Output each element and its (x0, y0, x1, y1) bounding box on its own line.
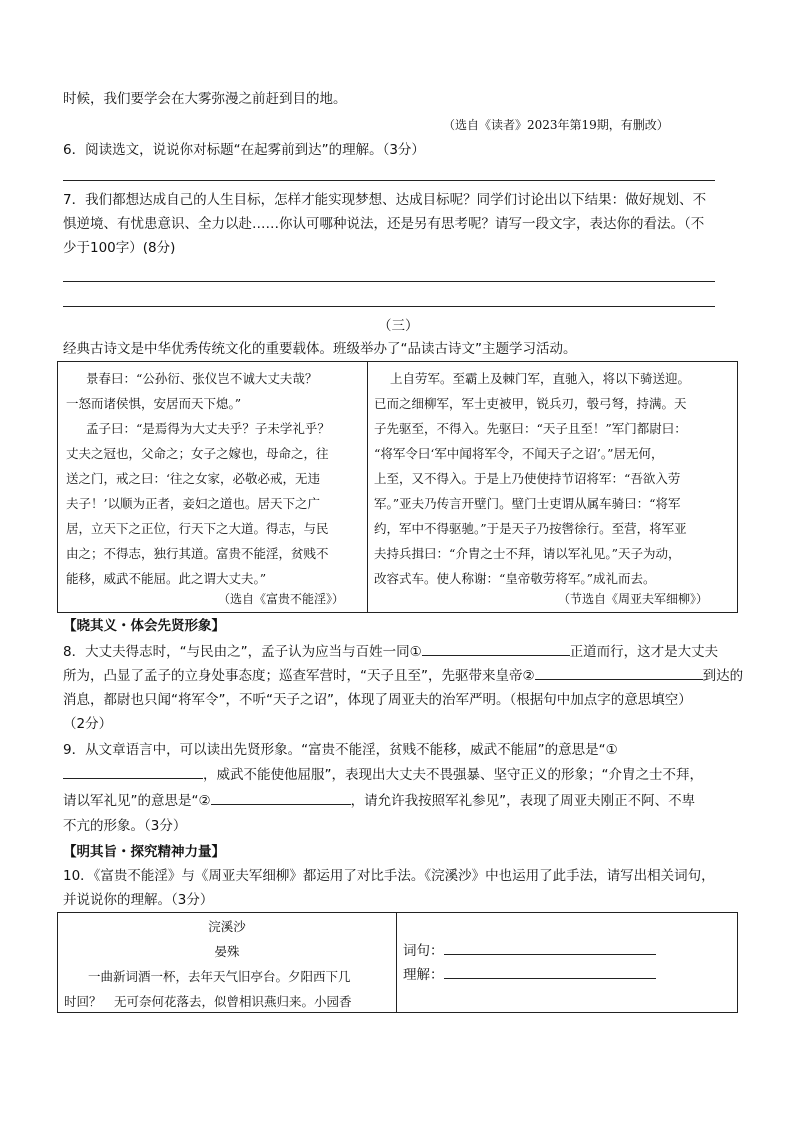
answer-phrase-label: 词句： (403, 943, 444, 959)
question-10-line1: 10．《富贵不能淫》与《周亚夫军细柳》都运用了对比手法。《浣溪沙》中也运用了此手法，请写出相关词句， (63, 868, 715, 884)
section-intro: 经典古诗文是中华优秀传统文化的重要载体。班级举办了“品读古诗文”主题学习活动。 (63, 341, 577, 357)
text-a (66, 366, 330, 591)
answer-line-q7-2[interactable] (63, 306, 715, 307)
question-7-line2: 惧逆境、有忧患意识、全力以赴……你认可哪种说法，还是另有思考呢？请写一段文字，表达你的看法。（不 (63, 216, 705, 232)
text-b-line: 夫持兵揖曰：“介胄之士不拜，请以军礼见。”天子为动， (374, 546, 681, 561)
passage-last-line: 时候，我们要学会在大雾弥漫之前赶到目的地。 (63, 91, 347, 107)
classical-texts-table (57, 361, 738, 613)
passage-source: （选自《读者》2023年第19期，有删改） (443, 118, 669, 132)
q9-text-d: ，请允许我按照军礼参见”，表现了周亚夫刚正不阿、不卑 (350, 793, 696, 809)
q8-text-c: 所为，凸显了孟子的立身处事态度；巡查军营时，“天子且至”，先驱带来皇帝② (63, 668, 535, 684)
text-b-line: 约，军中不得驱驰。”于是天子乃按辔徐行。至营，将军亚 (374, 521, 687, 536)
poem-answer-table (57, 912, 738, 1013)
question-6: 6．阅读选文，说说你对标题“在起雾前到达”的理解。（3分） (63, 142, 425, 158)
text-b-line: 军。”亚夫乃传言开壁门。壁门士吏谓从属车骑曰：“将军 (374, 496, 681, 511)
q8-text-d: 到达的 (702, 668, 744, 684)
question-8-line1 (63, 640, 718, 664)
question-8-line2 (63, 664, 743, 688)
question-9-line1: 9．从文章语言中，可以读出先贤形象。“富贵不能淫，贫贱不能移，威武不能屈”的意思是“① (63, 742, 618, 758)
text-b-line: “将军令曰‘军中闻将军令，不闻天子之诏’。”居无何， (374, 446, 664, 461)
answer-understanding-label: 理解： (403, 967, 444, 983)
text-a-line: 能移，威武不能屈。此之谓大丈夫。” (66, 571, 267, 586)
text-b (374, 366, 690, 591)
answer-understanding-blank[interactable] (444, 964, 656, 979)
text-b-line: 已而之细柳军，军士吏被甲，锐兵刃，彀弓弩，持满。天 (374, 396, 687, 411)
q8-blank-2[interactable] (535, 665, 703, 680)
question-10-line2: 并说说你的理解。（3分） (63, 892, 214, 908)
subheading-understanding: 【晓其义・体会先贤形象】 (63, 618, 225, 634)
question-9-line4: 不亢的形象。（3分） (63, 818, 187, 834)
q8-text-b: 正道而行，这才是大丈夫 (569, 644, 719, 660)
poem-table-divider (396, 913, 397, 1012)
question-7-line1: 7．我们都想达成自己的人生目标，怎样才能实现梦想、达成目标呢？同学们讨论出以下结果：做好规划、不 (63, 192, 707, 208)
text-a-line: 夫子！’以顺为正者，妾妇之道也。居天下之广 (66, 496, 320, 511)
question-8-line3: 消息，都尉也只闻“将军令”，不听“天子之诏”，体现了周亚夫的治军严明。（根据句中加点字的意思填空） (63, 692, 692, 708)
answer-phrase-blank[interactable] (444, 940, 656, 955)
poem-cell (58, 913, 396, 1014)
question-9-line2 (63, 763, 703, 787)
answer-line-q6[interactable] (63, 180, 715, 181)
q9-text-c: 请以军礼见”的意思是“② (63, 793, 211, 809)
text-a-line: 送之门，戒之曰：‘往之女家，必敬必戒，无违 (66, 471, 320, 486)
question-8-line4: （2分） (63, 716, 113, 732)
q9-blank-2[interactable] (211, 790, 351, 805)
text-a-line: 一怒而诸侯惧，安居而天下熄。” (66, 396, 242, 411)
answer-understanding-row (403, 963, 656, 987)
table-divider (367, 362, 368, 612)
question-7-line3: 少于100字）(8分) (63, 240, 176, 256)
answer-phrase-row (403, 939, 656, 963)
text-a-line: 丈夫之冠也，父命之；女子之嫁也，母命之，往 (66, 446, 329, 461)
text-b-source: （节选自《周亚夫军细柳》） (558, 592, 709, 606)
q9-blank-1[interactable] (63, 764, 203, 779)
answer-line-q7-1[interactable] (63, 281, 715, 282)
text-a-line: 孟子曰：“是焉得为大丈夫乎？子未学礼乎？ (86, 421, 330, 436)
subheading-exploring: 【明其旨・探究精神力量】 (63, 844, 225, 860)
poem-author: 晏殊 (214, 944, 240, 959)
poem-title: 浣溪沙 (208, 919, 246, 934)
text-a-line: 景春曰：“公孙衍、张仪岂不诚大丈夫哉？ (86, 371, 318, 386)
q8-blank-1[interactable] (422, 641, 570, 656)
question-9-line3 (63, 789, 695, 813)
text-a-source: （选自《富贵不能淫》） (218, 592, 345, 606)
poem-line-1: 一曲新词酒一杯，去年天气旧亭台。夕阳西下几 (88, 969, 351, 984)
q9-text-b: ，威武不能使他屈服”，表现出大丈夫不畏强暴、坚守正义的形象；“介胄之士不拜， (203, 767, 703, 783)
poem-line-2: 时回？ 无可奈何花落去，似曾相识燕归来。小园香 (64, 994, 352, 1009)
text-b-line: 子先驱至，不得入。先驱曰：“天子且至！”军门都尉曰： (374, 421, 687, 436)
text-b-line: 上至，又不得入。于是上乃使使持节诏将军：“吾欲入劳 (374, 471, 681, 486)
section-heading: （三） (378, 318, 419, 334)
text-b-line: 改容式车。使人称谢：“皇帝敬劳将军。”成礼而去。 (374, 571, 656, 586)
text-b-line: 上自劳军。至霸上及棘门军，直驰入，将以下骑送迎。 (390, 371, 691, 386)
text-a-line: 居，立天下之正位，行天下之大道。得志，与民 (66, 521, 329, 536)
q8-text-a: 8．大丈夫得志时，“与民由之”，孟子认为应当与百姓一同① (63, 644, 422, 660)
text-a-line: 由之；不得志，独行其道。富贵不能淫，贫贱不 (66, 546, 329, 561)
